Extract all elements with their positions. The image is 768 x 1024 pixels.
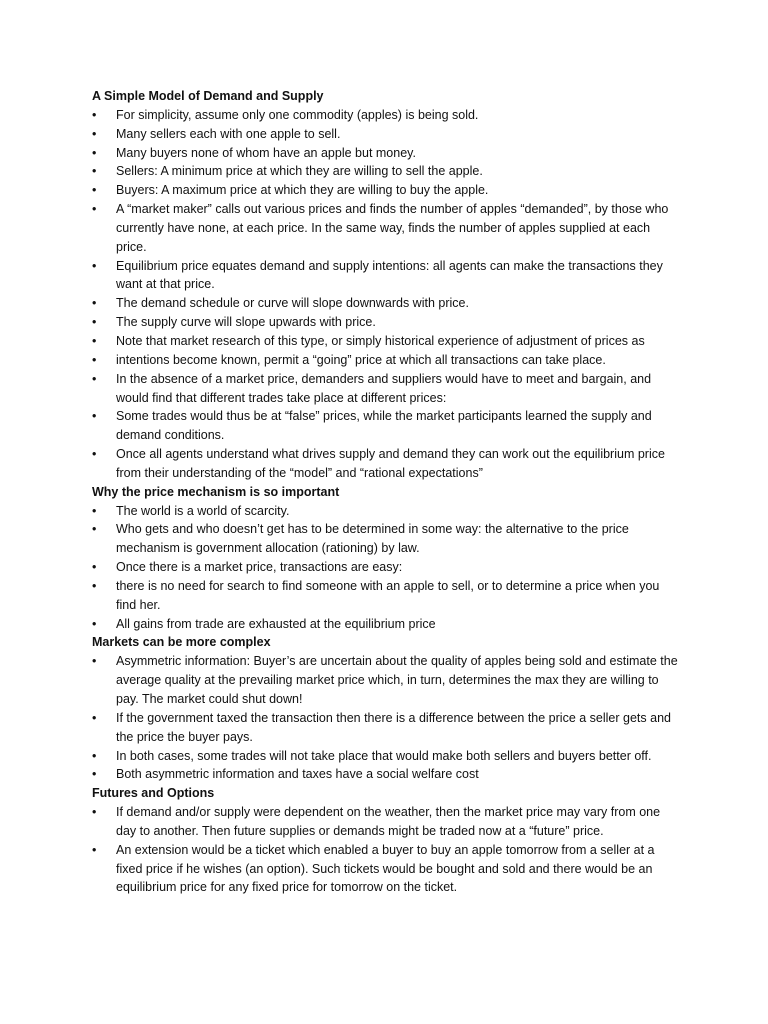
list-item — [92, 615, 682, 634]
bullet-icon: • — [92, 616, 97, 631]
list-item — [92, 765, 682, 784]
list-item-text: An extension would be a ticket which enabled a buyer to buy an apple tomorrow from a seller at a fixed price if he wishes (an option). Such tickets would be bought and sold and there would be an equilibrium price for any fixed price for tomorrow on the ticket. — [116, 842, 655, 895]
list-item-text: Many sellers each with one apple to sell. — [116, 126, 341, 141]
bullet-icon: • — [92, 522, 97, 537]
list-item — [92, 558, 682, 577]
list-item-text: Equilibrium price equates demand and supply intentions: all agents can make the transactions they want at that price. — [116, 258, 663, 292]
list-item-text: In the absence of a market price, demanders and suppliers would have to meet and bargain, and would find that different trades take place at different prices: — [116, 371, 652, 405]
list-item — [92, 144, 682, 163]
list-item — [92, 125, 682, 144]
list-item-text: For simplicity, assume only one commodity (apples) is being sold. — [116, 107, 479, 122]
bullet-icon: • — [92, 333, 97, 348]
list-item — [92, 332, 682, 351]
bullet-icon: • — [92, 145, 97, 160]
list-item — [92, 709, 682, 747]
bullet-icon: • — [92, 560, 97, 575]
list-item-text: The supply curve will slope upwards with price. — [116, 315, 376, 330]
list-item — [92, 294, 682, 313]
list-item — [92, 162, 682, 181]
bullet-icon: • — [92, 842, 97, 857]
list-item — [92, 257, 682, 295]
list-item — [92, 313, 682, 332]
section-heading: Futures and Options — [92, 786, 215, 801]
bullet-icon: • — [92, 409, 97, 424]
list-item — [92, 351, 682, 370]
list-item-text: Sellers: A minimum price at which they are willing to sell the apple. — [116, 164, 483, 179]
bullet-icon: • — [92, 164, 97, 179]
list-item-text: Both asymmetric information and taxes have a social welfare cost — [116, 767, 479, 782]
list-item-text: The world is a world of scarcity. — [116, 503, 290, 518]
list-item-text: Who gets and who doesn’t get has to be determined in some way: the alternative to the price mechanism is government allocation (rationing) by law. — [116, 522, 629, 556]
list-item-text: Note that market research of this type, or simply historical experience of adjustment of prices as — [116, 333, 645, 348]
list-item — [92, 652, 682, 709]
bullet-icon: • — [92, 183, 97, 198]
list-item — [92, 181, 682, 200]
bullet-icon: • — [92, 296, 97, 311]
list-item — [92, 445, 682, 483]
list-item — [92, 747, 682, 766]
bullet-icon: • — [92, 710, 97, 725]
list-item-text: If demand and/or supply were dependent on the weather, then the market price may vary from one day to another. Then future supplies or demands might be traded now at a “future” price. — [116, 805, 661, 838]
bullet-icon: • — [92, 503, 97, 518]
bullet-icon: • — [92, 767, 97, 782]
list-item-text: Some trades would thus be at “false” prices, while the market participants learned the supply and demand conditions. — [116, 409, 652, 443]
section-heading: Why the price mechanism is so important — [92, 484, 340, 499]
bullet-icon: • — [92, 805, 97, 820]
list-item-text: Once all agents understand what drives supply and demand they can work out the equilibrium price from their understanding of the “model” and “rational expectations” — [116, 447, 665, 480]
section-heading: A Simple Model of Demand and Supply — [92, 89, 324, 103]
bullet-icon: • — [92, 371, 97, 386]
list-item-text: In both cases, some trades will not take place that would make both sellers and buyers better off. — [116, 748, 652, 763]
list-item-text: If the government taxed the transaction then there is a difference between the price a seller gets and the price the buyer pays. — [116, 710, 671, 744]
bullet-list — [92, 106, 682, 483]
list-item-text: there is no need for search to find someone with an apple to sell, or to determine a price when you find her. — [116, 578, 660, 612]
bullet-icon: • — [92, 352, 97, 367]
list-item-text: All gains from trade are exhausted at the equilibrium price — [116, 616, 436, 631]
list-item — [92, 841, 682, 898]
list-item-text: The demand schedule or curve will slope downwards with price. — [116, 296, 469, 311]
list-item — [92, 370, 682, 408]
list-item — [92, 502, 682, 521]
bullet-list — [92, 502, 682, 634]
bullet-icon: • — [92, 258, 97, 273]
bullet-icon: • — [92, 748, 97, 763]
list-item — [92, 803, 682, 841]
list-item-text: Many buyers none of whom have an apple but money. — [116, 145, 416, 160]
list-item-text: Once there is a market price, transactions are easy: — [116, 560, 403, 575]
bullet-list — [92, 652, 682, 784]
list-item — [92, 106, 682, 125]
document-body — [92, 87, 682, 897]
bullet-icon: • — [92, 202, 97, 217]
bullet-icon: • — [92, 126, 97, 141]
section-heading: Markets can be more complex — [92, 635, 271, 650]
list-item — [92, 200, 682, 257]
bullet-icon: • — [92, 654, 97, 669]
list-item — [92, 407, 682, 445]
list-item-text: A “market maker” calls out various prices and finds the number of apples “demanded”, by those who currently have none, at each price. In the same way, finds the number of apples supplied at each price. — [116, 202, 669, 254]
bullet-list — [92, 803, 682, 897]
list-item-text: Asymmetric information: Buyer’s are uncertain about the quality of apples being sold and estimate the average quality at the prevailing market price which, in turn, determines the max they are willing to pay. The market could shut down! — [116, 654, 678, 706]
bullet-icon: • — [92, 447, 97, 462]
bullet-icon: • — [92, 315, 97, 330]
list-item-text: Buyers: A maximum price at which they are willing to buy the apple. — [116, 183, 489, 198]
bullet-icon: • — [92, 578, 97, 593]
list-item — [92, 520, 682, 558]
bullet-icon: • — [92, 107, 97, 122]
list-item-text: intentions become known, permit a “going” price at which all transactions can take place. — [116, 352, 606, 367]
list-item — [92, 577, 682, 615]
